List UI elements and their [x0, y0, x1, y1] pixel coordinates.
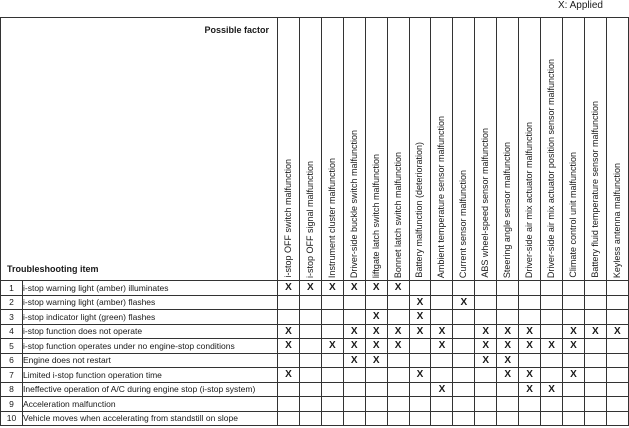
- applied-mark-cell: [387, 382, 409, 397]
- troubleshooting-item: i-stop function operates under no engine-stop conditions: [23, 339, 278, 354]
- applied-mark-cell: [321, 353, 343, 368]
- applied-mark-cell: [562, 353, 584, 368]
- applied-mark-cell: X: [278, 324, 300, 339]
- applied-mark-cell: X: [409, 368, 431, 383]
- applied-mark-cell: [299, 397, 321, 412]
- applied-mark-cell: [299, 411, 321, 426]
- applied-mark-cell: X: [562, 324, 584, 339]
- applied-mark-cell: [584, 397, 606, 412]
- applied-mark-cell: [497, 310, 519, 325]
- factor-label: Battery malfunction (deterioration): [414, 142, 425, 278]
- applied-mark-cell: X: [365, 281, 387, 296]
- applied-mark-cell: [606, 397, 628, 412]
- applied-mark-cell: [409, 411, 431, 426]
- applied-mark-cell: [562, 310, 584, 325]
- applied-mark-cell: X: [497, 339, 519, 354]
- applied-mark-cell: [497, 411, 519, 426]
- applied-mark-cell: [278, 310, 300, 325]
- applied-mark-cell: [299, 295, 321, 310]
- applied-mark-cell: [606, 295, 628, 310]
- factor-label: i-stop OFF signal malfunction: [304, 160, 315, 278]
- applied-mark-cell: [453, 324, 475, 339]
- row-number: 8: [1, 382, 23, 397]
- applied-mark-cell: X: [606, 324, 628, 339]
- applied-mark-cell: [519, 295, 541, 310]
- applied-mark-cell: X: [541, 382, 563, 397]
- applied-mark-cell: [278, 382, 300, 397]
- applied-mark-cell: [497, 281, 519, 296]
- applied-mark-cell: [299, 310, 321, 325]
- applied-mark-cell: [606, 368, 628, 383]
- factor-header: [299, 18, 321, 281]
- table-row: [1, 368, 629, 383]
- factor-header: [519, 18, 541, 281]
- applied-mark-cell: [343, 382, 365, 397]
- factor-label: Driver-side buckle switch malfunction: [348, 129, 359, 278]
- applied-mark-cell: [475, 281, 497, 296]
- applied-mark-cell: [453, 310, 475, 325]
- applied-mark-cell: [365, 382, 387, 397]
- row-number: 7: [1, 368, 23, 383]
- applied-mark-cell: [409, 353, 431, 368]
- table-row: [1, 339, 629, 354]
- factor-header: [497, 18, 519, 281]
- applied-mark-cell: X: [519, 382, 541, 397]
- applied-mark-cell: [584, 339, 606, 354]
- factor-header: [409, 18, 431, 281]
- applied-mark-cell: [541, 281, 563, 296]
- applied-mark-cell: X: [409, 295, 431, 310]
- applied-mark-cell: [431, 310, 453, 325]
- troubleshooting-item: Acceleration malfunction: [23, 397, 278, 412]
- applied-mark-cell: [606, 411, 628, 426]
- applied-mark-cell: X: [584, 324, 606, 339]
- applied-mark-cell: [453, 382, 475, 397]
- applied-mark-cell: X: [365, 310, 387, 325]
- applied-mark-cell: X: [431, 339, 453, 354]
- applied-mark-cell: [387, 411, 409, 426]
- applied-mark-cell: [299, 339, 321, 354]
- table-row: [1, 324, 629, 339]
- applied-mark-cell: [606, 281, 628, 296]
- applied-mark-cell: X: [343, 339, 365, 354]
- table-row: [1, 295, 629, 310]
- applied-mark-cell: [387, 295, 409, 310]
- row-number: 6: [1, 353, 23, 368]
- applied-mark-cell: [321, 324, 343, 339]
- applied-mark-cell: X: [409, 324, 431, 339]
- applied-mark-cell: [541, 353, 563, 368]
- troubleshooting-item: Vehicle moves when accelerating from standstill on slope: [23, 411, 278, 426]
- table-row: [1, 411, 629, 426]
- applied-mark-cell: X: [519, 324, 541, 339]
- troubleshooting-item: i-stop warning light (amber) flashes: [23, 295, 278, 310]
- applied-mark-cell: [584, 368, 606, 383]
- applied-mark-cell: [387, 353, 409, 368]
- applied-mark-cell: [562, 397, 584, 412]
- applied-mark-cell: [606, 339, 628, 354]
- applied-mark-cell: [299, 368, 321, 383]
- applied-mark-cell: X: [541, 339, 563, 354]
- applied-mark-cell: [562, 281, 584, 296]
- applied-mark-cell: [387, 368, 409, 383]
- factor-label: i-stop OFF switch malfunction: [282, 159, 293, 278]
- applied-mark-cell: [562, 295, 584, 310]
- applied-mark-cell: [453, 368, 475, 383]
- factor-header: [321, 18, 343, 281]
- applied-mark-cell: X: [387, 339, 409, 354]
- applied-mark-cell: X: [497, 368, 519, 383]
- applied-mark-cell: [299, 353, 321, 368]
- applied-mark-cell: [584, 295, 606, 310]
- applied-mark-cell: [606, 353, 628, 368]
- row-number: 2: [1, 295, 23, 310]
- applied-mark-cell: [321, 411, 343, 426]
- row-number: 10: [1, 411, 23, 426]
- applied-mark-cell: X: [475, 353, 497, 368]
- applied-mark-cell: [519, 353, 541, 368]
- applied-mark-cell: X: [278, 368, 300, 383]
- applied-mark-cell: [431, 281, 453, 296]
- applied-mark-cell: [387, 310, 409, 325]
- applied-mark-cell: X: [387, 281, 409, 296]
- factor-label: Current sensor malfunction: [458, 169, 469, 278]
- applied-mark-cell: X: [343, 353, 365, 368]
- applied-mark-cell: [562, 411, 584, 426]
- applied-mark-cell: [606, 382, 628, 397]
- table-row: [1, 397, 629, 412]
- applied-mark-cell: [409, 281, 431, 296]
- applied-mark-cell: [606, 310, 628, 325]
- applied-mark-cell: [278, 411, 300, 426]
- troubleshooting-item: Limited i-stop function operation time: [23, 368, 278, 383]
- applied-mark-cell: X: [497, 324, 519, 339]
- applied-mark-cell: [453, 353, 475, 368]
- applied-mark-cell: [278, 397, 300, 412]
- matrix-body: [1, 281, 629, 426]
- corner-header: [1, 18, 278, 281]
- applied-mark-cell: X: [343, 281, 365, 296]
- applied-mark-cell: [321, 310, 343, 325]
- troubleshooting-item-heading: Troubleshooting item: [7, 264, 99, 274]
- factor-header: [541, 18, 563, 281]
- applied-mark-cell: [584, 382, 606, 397]
- troubleshooting-item: i-stop function does not operate: [23, 324, 278, 339]
- applied-mark-cell: [431, 368, 453, 383]
- applied-mark-cell: [343, 368, 365, 383]
- applied-mark-cell: [321, 397, 343, 412]
- applied-mark-cell: [562, 382, 584, 397]
- applied-mark-cell: [321, 368, 343, 383]
- applied-mark-cell: [365, 397, 387, 412]
- troubleshooting-item: Ineffective operation of A/C during engine stop (i-stop system): [23, 382, 278, 397]
- applied-mark-cell: [365, 411, 387, 426]
- applied-mark-cell: [584, 353, 606, 368]
- factor-header: [365, 18, 387, 281]
- applied-mark-cell: [278, 295, 300, 310]
- applied-mark-cell: [387, 397, 409, 412]
- applied-mark-cell: [431, 411, 453, 426]
- factor-label: Driver-side air mix actuator position sensor malfunction: [546, 58, 557, 278]
- applied-mark-cell: [453, 411, 475, 426]
- applied-mark-cell: [299, 324, 321, 339]
- applied-mark-cell: [541, 295, 563, 310]
- applied-mark-cell: [519, 281, 541, 296]
- applied-mark-cell: [409, 382, 431, 397]
- applied-mark-cell: [519, 397, 541, 412]
- applied-mark-cell: [431, 397, 453, 412]
- row-number: 3: [1, 310, 23, 325]
- applied-mark-cell: [453, 339, 475, 354]
- applied-mark-cell: [497, 397, 519, 412]
- factor-header: [278, 18, 300, 281]
- applied-mark-cell: X: [562, 368, 584, 383]
- factor-header: [562, 18, 584, 281]
- applied-mark-cell: [365, 295, 387, 310]
- applied-mark-cell: [299, 382, 321, 397]
- applied-mark-cell: X: [365, 339, 387, 354]
- applied-mark-cell: [453, 397, 475, 412]
- applied-mark-cell: [475, 382, 497, 397]
- applied-mark-cell: X: [431, 324, 453, 339]
- applied-mark-cell: X: [519, 368, 541, 383]
- applied-mark-cell: X: [299, 281, 321, 296]
- applied-mark-cell: X: [365, 353, 387, 368]
- applied-mark-cell: [475, 295, 497, 310]
- factor-header: [453, 18, 475, 281]
- factor-header: [387, 18, 409, 281]
- applied-mark-cell: [541, 397, 563, 412]
- factor-label: Steering angle sensor malfunction: [502, 141, 513, 278]
- applied-mark-cell: X: [321, 281, 343, 296]
- factor-header: [475, 18, 497, 281]
- applied-mark-cell: [475, 411, 497, 426]
- applied-mark-cell: [541, 368, 563, 383]
- applied-mark-cell: [519, 310, 541, 325]
- applied-mark-cell: [431, 353, 453, 368]
- applied-mark-cell: [321, 295, 343, 310]
- applied-mark-cell: [409, 397, 431, 412]
- applied-mark-cell: [343, 295, 365, 310]
- applied-mark-cell: [475, 368, 497, 383]
- applied-mark-cell: X: [343, 324, 365, 339]
- applied-mark-cell: [343, 310, 365, 325]
- row-number: 5: [1, 339, 23, 354]
- applied-mark-cell: [584, 310, 606, 325]
- applied-mark-cell: [365, 368, 387, 383]
- factor-label: liftgate latch switch malfunction: [370, 153, 381, 278]
- applied-mark-cell: X: [409, 310, 431, 325]
- applied-mark-cell: X: [453, 295, 475, 310]
- applied-mark-cell: [409, 339, 431, 354]
- possible-factor-heading: Possible factor: [204, 25, 269, 35]
- table-row: [1, 353, 629, 368]
- header-row: [1, 18, 629, 281]
- troubleshooting-matrix: [0, 17, 629, 426]
- legend-note: X: Applied: [557, 0, 603, 11]
- applied-mark-cell: [321, 382, 343, 397]
- table-row: [1, 382, 629, 397]
- applied-mark-cell: X: [365, 324, 387, 339]
- applied-mark-cell: [519, 411, 541, 426]
- applied-mark-cell: X: [387, 324, 409, 339]
- factor-header: [343, 18, 365, 281]
- factor-label: ABS wheel-speed sensor malfunction: [480, 128, 491, 278]
- applied-mark-cell: X: [562, 339, 584, 354]
- row-number: 4: [1, 324, 23, 339]
- factor-label: Bonnet latch switch malfunction: [392, 151, 403, 278]
- factor-label: Ambient temperature sensor malfunction: [436, 115, 447, 278]
- applied-mark-cell: X: [321, 339, 343, 354]
- factor-label: Keyless antenna malfunction: [611, 162, 622, 278]
- applied-mark-cell: X: [431, 382, 453, 397]
- applied-mark-cell: [497, 295, 519, 310]
- factor-header: [431, 18, 453, 281]
- applied-mark-cell: [497, 382, 519, 397]
- troubleshooting-item: i-stop indicator light (green) flashes: [23, 310, 278, 325]
- applied-mark-cell: [541, 324, 563, 339]
- applied-mark-cell: X: [278, 339, 300, 354]
- applied-mark-cell: X: [497, 353, 519, 368]
- applied-mark-cell: [343, 411, 365, 426]
- table-row: [1, 310, 629, 325]
- troubleshooting-item: Engine does not restart: [23, 353, 278, 368]
- applied-mark-cell: X: [475, 339, 497, 354]
- table-row: [1, 281, 629, 296]
- applied-mark-cell: [278, 353, 300, 368]
- applied-mark-cell: [584, 411, 606, 426]
- factor-label: Climate control unit malfunction: [567, 152, 578, 278]
- applied-mark-cell: [475, 397, 497, 412]
- factor-label: Battery fluid temperature sensor malfunction: [589, 101, 600, 278]
- applied-mark-cell: X: [519, 339, 541, 354]
- row-number: 1: [1, 281, 23, 296]
- factor-header: [606, 18, 628, 281]
- applied-mark-cell: [475, 310, 497, 325]
- factor-label: Driver-side air mix actuator malfunction: [524, 121, 535, 278]
- applied-mark-cell: [343, 397, 365, 412]
- factor-label: Instrument cluster malfunction: [326, 157, 337, 278]
- factor-header: [584, 18, 606, 281]
- applied-mark-cell: [541, 411, 563, 426]
- row-number: 9: [1, 397, 23, 412]
- applied-mark-cell: [541, 310, 563, 325]
- applied-mark-cell: X: [278, 281, 300, 296]
- applied-mark-cell: [453, 281, 475, 296]
- troubleshooting-item: i-stop warning light (amber) illuminates: [23, 281, 278, 296]
- applied-mark-cell: [431, 295, 453, 310]
- applied-mark-cell: [584, 281, 606, 296]
- applied-mark-cell: X: [475, 324, 497, 339]
